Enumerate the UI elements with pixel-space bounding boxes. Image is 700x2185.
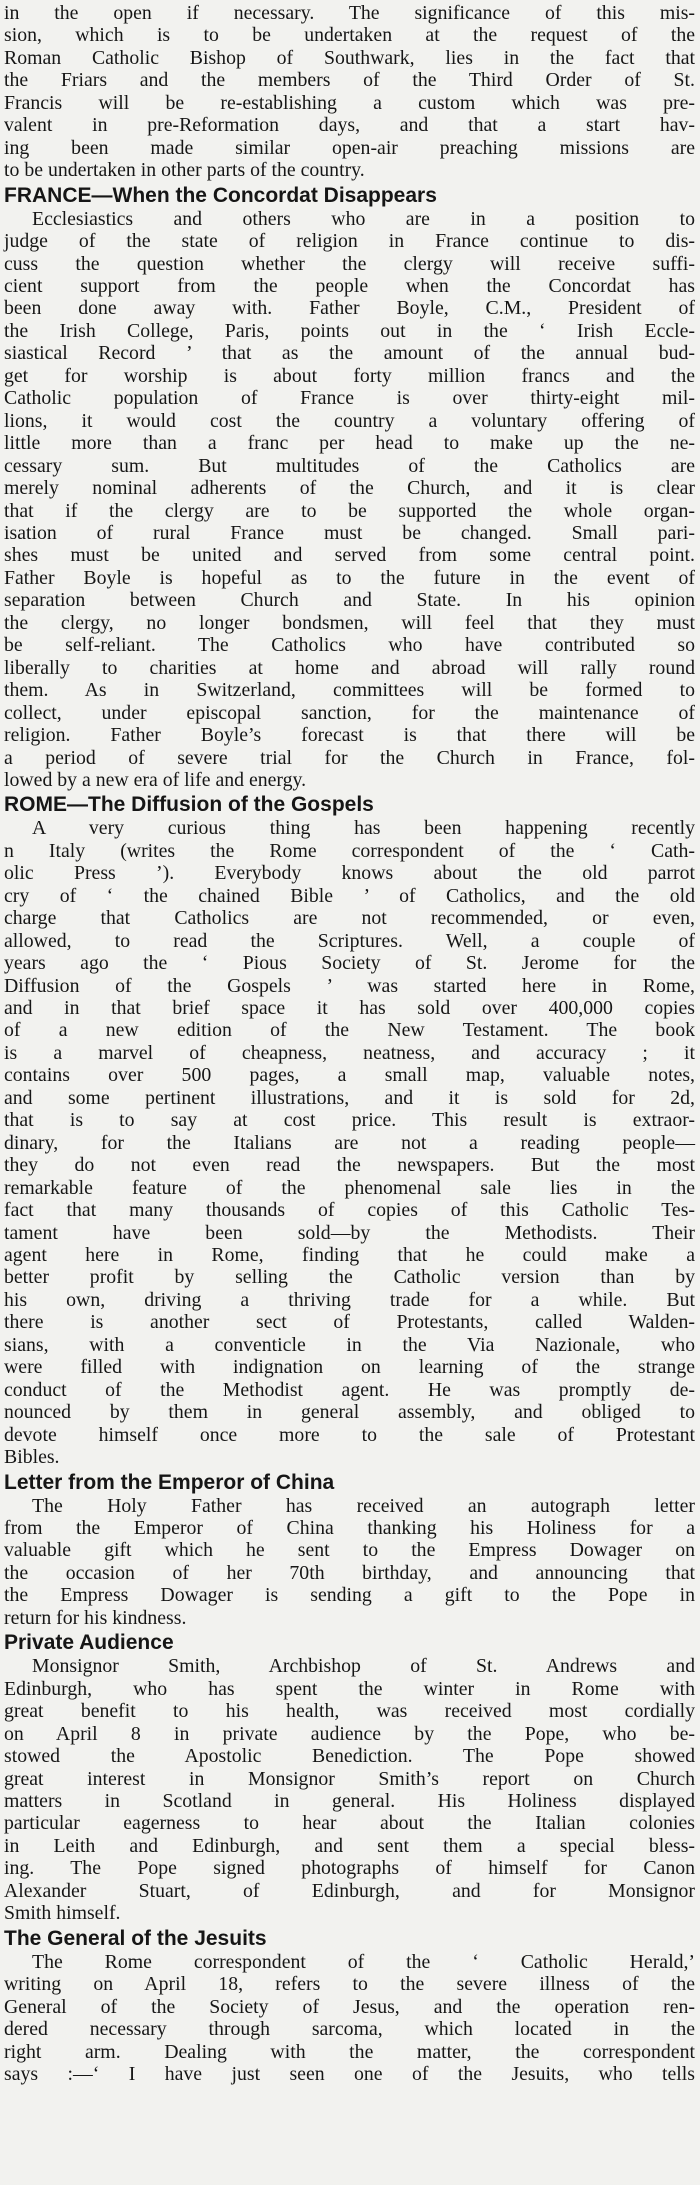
text-line: sion, which is to be undertaken at the request of the [4, 24, 695, 47]
text-line: The Holy Father has received an autograph letter [32, 1494, 695, 1517]
text-line: sians, with a conventicle in the Via Nazionale, who [4, 1333, 695, 1356]
text-line: years ago the ‘ Pious Society of St. Jerome for the [4, 952, 695, 975]
text-line: A very curious thing has been happening recently [32, 817, 695, 840]
text-line: The Rome correspondent of the ‘ Catholic Herald,’ [32, 1950, 695, 1973]
text-line: allowed, to read the Scriptures. Well, a couple of [4, 929, 695, 952]
text-line: valuable gift which he sent to the Empress Dowager on [4, 1539, 695, 1562]
text-line: to be undertaken in other parts of the country. [4, 159, 365, 182]
text-line: General of the Society of Jesus, and the operation ren- [4, 1995, 695, 2018]
text-line: valent in pre-Reformation days, and that a start hav- [4, 114, 695, 137]
text-line: return for his kindness. [4, 1606, 187, 1629]
text-line: the Empress Dowager is sending a gift to the Pope in [4, 1584, 695, 1607]
text-line: Alexander Stuart, of Edinburgh, and for Monsignor [4, 1879, 695, 1902]
text-line: Catholic population of France is over thirty-eight mil- [4, 387, 695, 410]
section-heading-private-audience: Private Audience [4, 1631, 174, 1655]
text-line: particular eagerness to hear about the Italian colonies [4, 1812, 695, 1835]
text-line: agent here in Rome, finding that he could make a [4, 1244, 695, 1267]
text-line: remarkable feature of the phenomenal sale lies in the [4, 1176, 695, 1199]
text-line: cient support from the people when the Concordat has [4, 274, 695, 297]
text-line: were filled with indignation on learning of the strange [4, 1356, 695, 1379]
article-rome [4, 817, 695, 1468]
text-line: says :—‘ I have just seen one of the Jesuits, who tells [4, 2062, 695, 2085]
text-line: the Irish College, Paris, points out in the ‘ Irish Eccle- [4, 319, 695, 342]
text-line: cry of ‘ the chained Bible ’ of Catholics, and the old [4, 884, 695, 907]
article-jesuits [4, 1951, 695, 2086]
text-line: shes must be united and served from some central point. [4, 544, 695, 567]
text-line: contains over 500 pages, a small map, valuable notes, [4, 1064, 695, 1087]
text-line: is a marvel of cheapness, neatness, and accuracy ; it [4, 1041, 695, 1064]
text-line: in the open if necessary. The significance of this mis- [4, 2, 695, 24]
text-line: from the Emperor of China thanking his Holiness for a [4, 1517, 695, 1539]
text-line: of a new edition of the New Testament. The book [4, 1019, 695, 1042]
text-line: little more than a franc per head to make up the ne- [4, 432, 695, 455]
text-line: and some pertinent illustrations, and it is sold for 2d, [4, 1086, 695, 1109]
text-line: on April 8 in private audience by the Pope, who be- [4, 1722, 695, 1745]
text-line: religion. Father Boyle’s forecast is that there will be [4, 724, 695, 747]
text-line: matters in Scotland in general. His Holiness displayed [4, 1789, 695, 1812]
text-line: Francis will be re-establishing a custom which was pre- [4, 91, 695, 114]
section-heading-rome: ROME—The Diffusion of the Gospels [4, 793, 374, 817]
text-line: there is another sect of Protestants, called Walden- [4, 1311, 695, 1334]
text-line: collect, under episcopal sanction, for the maintenance of [4, 701, 695, 724]
text-line: Diffusion of the Gospels ’ was started here in Rome, [4, 974, 695, 997]
text-line: fact that many thousands of copies of this Catholic Tes- [4, 1199, 695, 1222]
text-line: judge of the state of religion in France continue to dis- [4, 230, 695, 253]
text-line: Edinburgh, who has spent the winter in Rome with [4, 1677, 695, 1700]
text-line: writing on April 18, refers to the severe illness of the [4, 1973, 695, 1996]
text-line: a period of severe trial for the Church in France, fol- [4, 746, 695, 769]
text-line: the Friars and the members of the Third Order of St. [4, 69, 695, 92]
text-line: great benefit to his health, was received most cordially [4, 1700, 695, 1723]
article-private-audience [4, 1655, 695, 1924]
text-line: dered necessary through sarcoma, which located in the [4, 2018, 695, 2041]
text-line: siastical Record ’ that as the amount of the annual bud- [4, 342, 695, 365]
text-line: them. As in Switzerland, committees will be formed to [4, 679, 695, 702]
text-line: cessary sum. But multitudes of the Catholics are [4, 454, 695, 477]
text-line: been done away with. Father Boyle, C.M., President of [4, 297, 695, 320]
text-line: that is to say at cost price. This result is extraor- [4, 1109, 695, 1132]
text-line: the occasion of her 70th birthday, and announcing that [4, 1561, 695, 1584]
text-line: olic Press ’). Everybody knows about the old parrot [4, 862, 695, 885]
text-line: conduct of the Methodist agent. He was promptly de- [4, 1378, 695, 1401]
text-line: Roman Catholic Bishop of Southwark, lies in the fact that [4, 46, 695, 69]
text-line: stowed the Apostolic Benediction. The Pope showed [4, 1745, 695, 1768]
text-line: and in that brief space it has sold over 400,000 copies [4, 997, 695, 1020]
text-line: separation between Church and State. In his opinion [4, 589, 695, 612]
text-line: they do not even read the newspapers. But the most [4, 1154, 695, 1177]
text-line: get for worship is about forty million francs and the [4, 364, 695, 387]
text-line: his own, driving a thriving trade for a while. But [4, 1288, 695, 1311]
text-line: Ecclesiastics and others who are in a position to [32, 207, 695, 230]
text-line: dinary, for the Italians are not a reading people— [4, 1131, 695, 1154]
text-line: n Italy (writes the Rome correspondent of the ‘ Cath- [4, 839, 695, 862]
text-line: liberally to charities at home and abroad will rally round [4, 656, 695, 679]
article-france [4, 208, 695, 792]
text-line: ing been made similar open-air preaching missions are [4, 136, 695, 159]
text-line: isation of rural France must be changed. Small pari- [4, 521, 695, 544]
continued-paragraph [4, 2, 695, 182]
section-heading-jesuits: The General of the Jesuits [4, 1926, 267, 1950]
text-line: great interest in Monsignor Smith’s report on Church [4, 1767, 695, 1790]
text-line: in Leith and Edinburgh, and sent them a special bless- [4, 1834, 695, 1857]
text-line: Father Boyle is hopeful as to the future in the event of [4, 566, 695, 589]
text-line: devote himself once more to the sale of Protestant [4, 1423, 695, 1446]
text-line: lions, it would cost the country a voluntary offering of [4, 409, 695, 432]
text-line: charge that Catholics are not recommended, or even, [4, 907, 695, 930]
section-heading-france: FRANCE—When the Concordat Disappears [4, 183, 437, 207]
text-line: right arm. Dealing with the matter, the correspondent [4, 2040, 695, 2063]
text-line: the clergy, no longer bondsmen, will feel that they must [4, 611, 695, 634]
text-line: lowed by a new era of life and energy. [4, 768, 307, 791]
text-line: merely nominal adherents of the Church, and it is clear [4, 477, 695, 500]
text-line: ing. The Pope signed photographs of himself for Canon [4, 1857, 695, 1880]
section-heading-china-letter: Letter from the Emperor of China [4, 1470, 335, 1494]
text-line: cuss the question whether the clergy will receive suffi- [4, 252, 695, 275]
text-line: nounced by them in general assembly, and obliged to [4, 1401, 695, 1424]
article-china-letter [4, 1495, 695, 1630]
text-line: Bibles. [4, 1446, 60, 1469]
text-line: better profit by selling the Catholic version than by [4, 1266, 695, 1289]
text-line: be self-reliant. The Catholics who have contributed so [4, 634, 695, 657]
text-line: Monsignor Smith, Archbishop of St. Andrews and [32, 1655, 695, 1678]
text-line: that if the clergy are to be supported the whole organ- [4, 499, 695, 522]
text-line: tament have been sold—by the Methodists. Their [4, 1221, 695, 1244]
text-line: Smith himself. [4, 1902, 121, 1925]
